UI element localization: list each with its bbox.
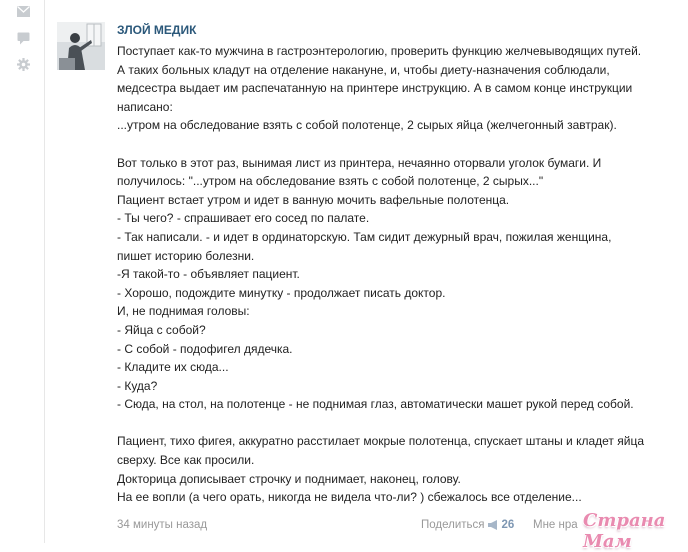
post-text-line: Пациент встает утром и идет в ванную мочить вафельные полотенца. <box>117 192 510 207</box>
avatar[interactable] <box>57 22 105 70</box>
post-text-line: сверху. Все как просили. <box>117 453 255 468</box>
post-text-line: получилось: "...утром на обследование взять с собой полотенце, 2 сырых..." <box>117 174 544 189</box>
post-text <box>117 42 677 507</box>
post-text-line: Докторица дописывает строчку и поднимает, наконец, голову. <box>117 471 461 486</box>
post-text-line: пишет историю болезни. <box>117 248 255 263</box>
post-text-line: - Куда? <box>117 378 158 393</box>
like-button[interactable] <box>533 519 578 531</box>
post-text-line: И, не поднимая головы: <box>117 304 250 319</box>
left-rail <box>0 0 44 543</box>
post-text-line: - Кладите их сюда... <box>117 360 229 375</box>
megaphone-icon <box>488 520 499 530</box>
post-text-line: На ее вопли (а чего орать, никогда не видела что-ли? ) сбежалось все отделение... <box>117 490 582 505</box>
post-text-line: - Сюда, на стол, на полотенце - не поднимая глаз, автоматически машет рукой перед собой. <box>117 397 634 412</box>
share-button[interactable] <box>421 519 514 531</box>
post-text-line: А таких больных кладут на отделение накануне, и, чтобы диету-назначения соблюдали, <box>117 62 610 77</box>
post-text-line: Вот только в этот раз, вынимая лист из принтера, нечаянно оторвали уголок бумаги. И <box>117 155 602 170</box>
share-label: Поделиться <box>421 519 485 531</box>
site-watermark: Страна Мам <box>581 510 685 552</box>
paragraph-gap <box>117 135 677 154</box>
post-text-line: написано: <box>117 99 173 114</box>
post-card <box>44 0 685 552</box>
post-text-line: Пациент, тихо фигея, аккуратно расстилает мокрые полотенца, спускает штаны и кладет яйца <box>117 434 644 449</box>
share-count: 26 <box>501 519 515 531</box>
gear-icon[interactable] <box>17 58 30 71</box>
post-text-line: - Ты чего? - спрашивает его сосед по палате. <box>117 211 370 226</box>
post-text-line: Поступает как-то мужчина в гастроэнтерологию, проверить функцию желчевыводящих путей. <box>117 44 642 58</box>
post-text-line: - Так написали. - и идет в ординаторскую. Там сидит дежурный врач, пожилая женщина, <box>117 229 612 244</box>
post-text-line: - С собой - подофигел дядечка. <box>117 341 293 356</box>
like-label: Мне нра <box>533 519 578 531</box>
post-timestamp[interactable]: 34 минуты назад <box>117 519 208 531</box>
comment-icon[interactable] <box>17 32 30 45</box>
post-text-line: -Я такой-то - объявляет пациент. <box>117 267 300 282</box>
paragraph-gap <box>117 414 677 433</box>
post-text-line: медсестра выдает им распечатанную на принтере инструкцию. А в самом конце инструкции <box>117 81 633 96</box>
post-text-line: - Хорошо, подождите минутку - продолжает писать доктор. <box>117 285 446 300</box>
mail-icon[interactable] <box>17 6 30 19</box>
post-text-line: - Яйца с собой? <box>117 322 206 337</box>
author-name[interactable]: ЗЛОЙ МЕДИК <box>117 23 197 37</box>
post-text-line: ...утром на обследование взять с собой полотенце, 2 сырых яйца (желчегонный завтрак). <box>117 118 617 133</box>
